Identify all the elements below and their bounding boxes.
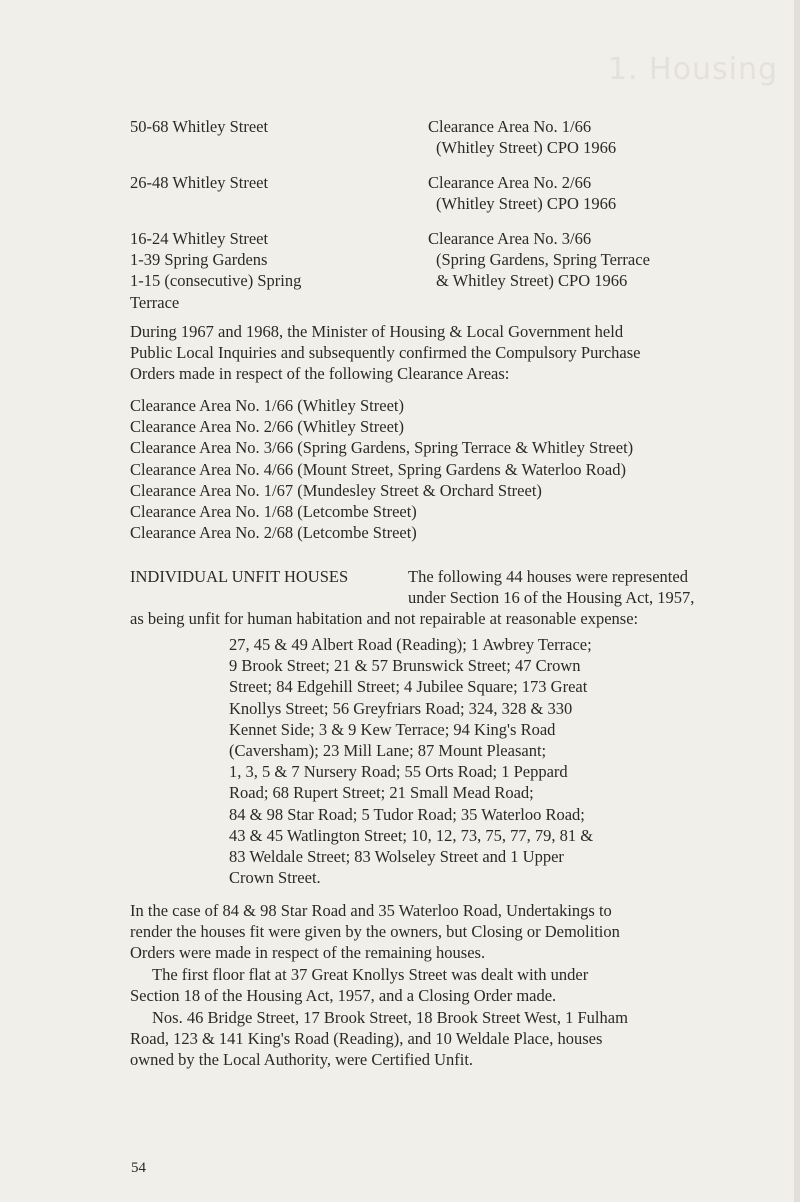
- address-line: Kennet Side; 3 & 9 Kew Terrace; 94 King's Road: [229, 719, 556, 739]
- entry-area-line: (Spring Gardens, Spring Terrace: [436, 250, 650, 270]
- address-line: 84 & 98 Star Road; 5 Tudor Road; 35 Waterloo Road;: [229, 804, 585, 824]
- page-number: 54: [131, 1160, 146, 1176]
- show-through-text: 1. Housing: [607, 52, 778, 87]
- paragraph-line: Road, 123 & 141 King's Road (Reading), and 10 Weldale Place, houses: [130, 1029, 603, 1049]
- list-item: Clearance Area No. 2/68 (Letcombe Street): [130, 523, 417, 543]
- entry-area-line: Clearance Area No. 3/66: [428, 229, 592, 248]
- entry-street-line: 1-15 (consecutive) Spring: [130, 271, 302, 291]
- address-list: [229, 634, 709, 888]
- address-line: Knollys Street; 56 Greyfriars Road; 324, 328 & 330: [229, 698, 573, 718]
- list-item: Clearance Area No. 2/66 (Whitley Street): [130, 417, 404, 437]
- address-line: Road; 68 Rupert Street; 21 Small Mead Road;: [229, 783, 534, 803]
- minister-paragraph: [130, 321, 770, 385]
- address-line: Crown Street.: [229, 868, 321, 888]
- entry-area-line: (Whitley Street) CPO 1966: [436, 194, 617, 214]
- entry-area-line: & Whitley Street) CPO 1966: [436, 271, 628, 291]
- paragraph-line: Orders were made in respect of the remaining houses.: [130, 943, 486, 963]
- paragraph-line: Public Local Inquiries and subsequently confirmed the Compulsory Purchase: [130, 343, 641, 363]
- intro-continued: [130, 608, 780, 629]
- paragraph-line: Nos. 46 Bridge Street, 17 Brook Street, 18 Brook Street West, 1 Fulham: [152, 1008, 628, 1027]
- closing-paragraph: [130, 1007, 780, 1071]
- list-item: Clearance Area No. 3/66 (Spring Gardens, Spring Terrace & Whitley Street): [130, 438, 634, 458]
- entry-area-line: (Whitley Street) CPO 1966: [436, 138, 617, 158]
- entry-street-line: 50-68 Whitley Street: [130, 117, 269, 136]
- address-line: 27, 45 & 49 Albert Road (Reading); 1 Awbrey Terrace;: [229, 635, 592, 654]
- address-line: 83 Weldale Street; 83 Wolseley Street and 1 Upper: [229, 847, 564, 867]
- entry-street-line: 26-48 Whitley Street: [130, 173, 269, 192]
- list-item: Clearance Area No. 1/66 (Whitley Street): [130, 396, 404, 415]
- paragraph-line: Orders made in respect of the following Clearance Areas:: [130, 364, 510, 384]
- closing-paragraph: [130, 964, 780, 1006]
- confirmed-areas-list: [130, 395, 770, 543]
- entry-area-line: Clearance Area No. 2/66: [428, 173, 592, 192]
- address-line: (Caversham); 23 Mill Lane; 87 Mount Pleasant;: [229, 741, 547, 761]
- address-line: 43 & 45 Watlington Street; 10, 12, 73, 75, 77, 79, 81 &: [229, 825, 594, 845]
- list-item: Clearance Area No. 1/68 (Letcombe Street): [130, 502, 417, 522]
- entry-street-line: 1-39 Spring Gardens: [130, 250, 268, 270]
- address-line: 9 Brook Street; 21 & 57 Brunswick Street; 47 Crown: [229, 656, 581, 676]
- entry-area-line: Clearance Area No. 1/66: [428, 117, 592, 136]
- paragraph-line: owned by the Local Authority, were Certified Unfit.: [130, 1050, 474, 1070]
- address-line: 1, 3, 5 & 7 Nursery Road; 55 Orts Road; 1 Peppard: [229, 762, 568, 782]
- intro-line: under Section 16 of the Housing Act, 1957,: [408, 588, 695, 608]
- paragraph-line: The first floor flat at 37 Great Knollys Street was dealt with under: [152, 965, 589, 984]
- paragraph-line: render the houses fit were given by the owners, but Closing or Demolition: [130, 922, 620, 942]
- paragraph-line: During 1967 and 1968, the Minister of Housing & Local Government held: [130, 322, 624, 341]
- section-heading: INDIVIDUAL UNFIT HOUSES: [130, 567, 349, 586]
- intro-line: The following 44 houses were represented: [408, 567, 688, 586]
- entry-street-line: 16-24 Whitley Street: [130, 229, 269, 248]
- address-line: Street; 84 Edgehill Street; 4 Jubilee Square; 173 Great: [229, 677, 588, 697]
- paragraph-line: In the case of 84 & 98 Star Road and 35 Waterloo Road, Undertakings to: [130, 901, 612, 920]
- page-edge-shadow: [794, 0, 800, 1202]
- closing-paragraph: [130, 900, 780, 964]
- list-item: Clearance Area No. 4/66 (Mount Street, Spring Gardens & Waterloo Road): [130, 459, 626, 479]
- intro-line: as being unfit for human habitation and not repairable at reasonable expense:: [130, 609, 639, 628]
- paragraph-line: Section 18 of the Housing Act, 1957, and a Closing Order made.: [130, 986, 557, 1006]
- list-item: Clearance Area No. 1/67 (Mundesley Street & Orchard Street): [130, 480, 542, 500]
- entry-street-line: Terrace: [130, 292, 180, 312]
